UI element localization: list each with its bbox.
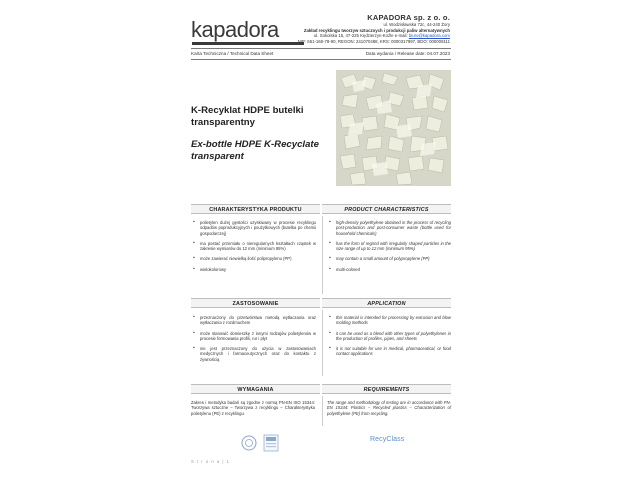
meta-divider bbox=[191, 59, 451, 60]
list-item: ▪ may contain a small amount of polypropylene (PP) bbox=[327, 256, 451, 261]
product-photo bbox=[336, 70, 451, 186]
list-item: ▪ nie jest przeznaczony do użycia w zastosowaniach medycznych i farmaceutycznych oraz do kontaktu z żywnością bbox=[191, 346, 316, 362]
section-heading-application-en: APPLICATION bbox=[322, 298, 451, 308]
company-address: ul. Wodzisławska 72c, 44-240 Żory bbox=[383, 22, 450, 27]
company-email-link[interactable]: biuro@kapadora.com bbox=[408, 33, 450, 39]
company-plant: Zakład recyklingu tworzyw sztucznych i produkcji paliw alternatywnych bbox=[303, 27, 450, 33]
list-item: ▪ has the form of regrind with irregularly shaped particles in the size range of up to 12 mm (minimum 95%) bbox=[327, 241, 451, 252]
characteristics-en-list bbox=[327, 220, 451, 277]
page-number: S t r o n a | 1 bbox=[191, 459, 230, 464]
certification-badges bbox=[240, 432, 300, 454]
product-title-en: Ex-bottle HDPE K-Recyclate transparent bbox=[191, 139, 319, 162]
section-heading-requirements-pl: WYMAGANIA bbox=[191, 384, 320, 394]
list-item: ▪ this material is intended for processing by extrusion and blow molding methods bbox=[327, 315, 451, 326]
document-type: Karta Techniczna / Technical Data Sheet bbox=[191, 51, 274, 56]
header-divider bbox=[191, 48, 451, 49]
list-item: ▪ it is not suitable for use in medical, pharmaceutical, or food contact applications bbox=[327, 346, 451, 357]
list-item: ▪ it can be used as a blend with other types of polyethylenes in the production of profiles, pipes, and sheets bbox=[327, 331, 451, 342]
list-item: ▪ polietylen dużej gęstości uzyskiwany w procesie recyklingu odpadów poprodukcyjnych i poużytkowych (butelka po chemii gospodarczej) bbox=[191, 220, 316, 236]
list-item: ▪ może stanowić domieszkę z innymi rodzajów polietylenów w procesie formowania profili, rur i płyt bbox=[191, 331, 316, 342]
section-heading-application-pl: ZASTOSOWANIE bbox=[191, 298, 320, 308]
characteristics-pl-list bbox=[191, 220, 316, 277]
list-item: ▪ przeznaczony do przetwórstwa metodą wytłaczania oraz wytłaczania z rozdmuchem bbox=[191, 315, 316, 326]
requirements-pl-text: Zakres i metodyka badań są zgodne z normą PN-EN ISO 15344: Tworzywa sztuczne – Tworzywa z recyklingu – Charakterystyka polietylenu (PE) z recyklingu. bbox=[191, 400, 315, 416]
list-item: ▪ wielokolorowy bbox=[191, 267, 316, 272]
requirements-en-text: The range and methodology of testing are in accordance with PN-EN 15344: Plastics – Recycled plastics – Characterization of polyethylene (PE) from recycling. bbox=[327, 400, 451, 416]
section-heading-characteristics-en: PRODUCT CHARACTERISTICS bbox=[322, 204, 451, 214]
column-divider bbox=[322, 310, 323, 376]
recyclass-logo: RecyClass bbox=[370, 436, 405, 443]
list-item: ▪ high-density polyethylene obtained in the process of recycling post-production and post-consumer waste (bottle used for household chemicals) bbox=[327, 220, 451, 236]
company-registry: NIP: 651-168-78-90, REGON: 241070488, KRS: 0000317997, BDO: 000008111 bbox=[297, 38, 450, 44]
certification-badge-icon bbox=[240, 432, 300, 454]
company-name: KAPADORA sp. z o. o. bbox=[367, 13, 450, 22]
product-title-pl: K-Recyklat HDPE butelki transparentny bbox=[191, 105, 304, 128]
list-item: ▪ multi-colored bbox=[327, 267, 451, 272]
logo-text: kapadora bbox=[191, 17, 279, 42]
list-item: ▪ ma postać przemiału o nieregularnych kształtach cząstek w zakresie wymiarów do 12 mm (minimum 95%) bbox=[191, 241, 316, 252]
company-plant-address: ul. Sokolska 15, 47-225 Kędzierzyn-Koźle e-mail: bbox=[314, 33, 408, 39]
section-heading-requirements-en: REQUIREMENTS bbox=[322, 384, 451, 394]
list-item: ▪ może zawierać niewielką ilość polipropylenu (PP) bbox=[191, 256, 316, 261]
company-info bbox=[230, 13, 450, 44]
section-heading-characteristics-pl: CHARAKTERYSTYKA PRODUKTU bbox=[191, 204, 320, 214]
application-en-list bbox=[327, 315, 451, 362]
column-divider bbox=[322, 216, 323, 294]
column-divider bbox=[322, 396, 323, 426]
release-date: Data wydania / Release date: 04.07.2023 bbox=[365, 51, 450, 56]
application-pl-list bbox=[191, 315, 316, 367]
